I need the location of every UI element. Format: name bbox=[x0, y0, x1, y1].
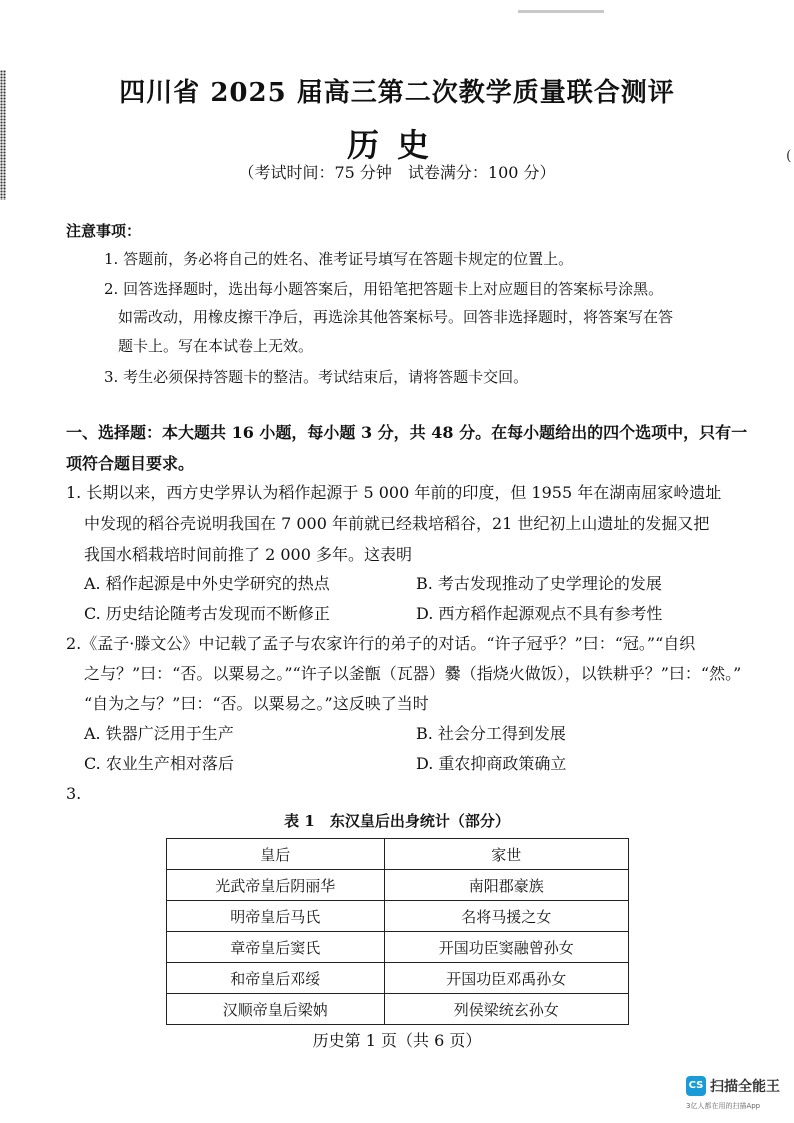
scan-top-mark bbox=[518, 10, 604, 13]
table-row bbox=[167, 901, 629, 932]
table-row bbox=[167, 932, 629, 963]
question-1-line-2: 中发现的稻谷壳说明我国在 7 000 年前就已经栽培稻谷，21 世纪初上山遗址的发掘又把 bbox=[84, 514, 710, 533]
question-1-option-c: C. 历史结论随考古发现而不断修正 bbox=[84, 604, 330, 623]
table-header-empress: 皇后 bbox=[167, 839, 385, 870]
subject-title: 历史 bbox=[346, 126, 447, 164]
table-row bbox=[167, 963, 629, 994]
question-1-option-a: A. 稻作起源是中外史学研究的热点 bbox=[84, 574, 330, 593]
table-header-row bbox=[167, 839, 629, 870]
notice-title: 注意事项： bbox=[66, 222, 142, 240]
question-2-line-3: “自为之与？”曰：“否。以粟易之。”这反映了当时 bbox=[84, 694, 429, 713]
table-cell-empress: 章帝皇后窦氏 bbox=[167, 932, 385, 963]
question-2-option-a: A. 铁器广泛用于生产 bbox=[84, 724, 234, 743]
question-2-option-c: C. 农业生产相对落后 bbox=[84, 754, 234, 773]
notice-item-2-end: 题卡上。写在本试卷上无效。 bbox=[118, 337, 314, 355]
notice-item-2: 2. 回答选择题时，选出每小题答案后，用铅笔把答题卡上对应题目的答案标号涂黑。 bbox=[104, 280, 664, 298]
notice-item-2-cont: 如需改动，用橡皮擦干净后，再选涂其他答案标号。回答非选择题时，将答案写在答 bbox=[118, 308, 674, 326]
table-cell-empress: 汉顺帝皇后梁妠 bbox=[167, 994, 385, 1025]
camscanner-logo-icon: CS bbox=[686, 1076, 706, 1096]
section-heading-cont: 项符合题目要求。 bbox=[66, 454, 195, 473]
question-2-option-b: B. 社会分工得到发展 bbox=[416, 724, 566, 743]
question-2-line-1: 2.《孟子·滕文公》中记载了孟子与农家许行的弟子的对话。“许子冠乎？”曰：“冠。”“自织 bbox=[66, 634, 696, 653]
page-footer: 历史第 1 页（共 6 页） bbox=[312, 1031, 482, 1050]
table-row bbox=[167, 870, 629, 901]
table-cell-family: 开国功臣邓禹孙女 bbox=[384, 963, 628, 994]
section-heading: 一、选择题：本大题共 16 小题，每小题 3 分，共 48 分。在每小题给出的四个选项中，只有一 bbox=[66, 423, 748, 442]
camscanner-name: 扫描全能王 bbox=[710, 1079, 780, 1095]
notice-item-1: 1. 答题前，务必将自己的姓名、准考证号填写在答题卡规定的位置上。 bbox=[104, 250, 574, 268]
empress-table bbox=[166, 838, 629, 1025]
table-row bbox=[167, 994, 629, 1025]
table-cell-empress: 和帝皇后邓绥 bbox=[167, 963, 385, 994]
table-cell-empress: 明帝皇后马氏 bbox=[167, 901, 385, 932]
table-cell-family: 南阳郡豪族 bbox=[384, 870, 628, 901]
question-1-line-3: 我国水稻栽培时间前推了 2 000 多年。这表明 bbox=[84, 545, 412, 564]
question-1-line-1: 1. 长期以来，西方史学界认为稻作起源于 5 000 年前的印度，但 1955 年在湖南屈家岭遗址 bbox=[66, 483, 722, 502]
table-cell-family: 开国功臣窦融曾孙女 bbox=[384, 932, 628, 963]
scan-right-mark: ( bbox=[786, 148, 792, 164]
table-cell-empress: 光武帝皇后阴丽华 bbox=[167, 870, 385, 901]
question-3-number: 3. bbox=[66, 784, 82, 803]
question-1-option-d: D. 西方稻作起源观点不具有参考性 bbox=[416, 604, 663, 623]
notice-item-3: 3. 考生必须保持答题卡的整洁。考试结束后，请将答题卡交回。 bbox=[104, 368, 529, 386]
camscanner-tagline: 3亿人都在用的扫描App bbox=[686, 1102, 761, 1110]
table-caption: 表 1 东汉皇后出身统计（部分） bbox=[284, 812, 510, 830]
table-header-family: 家世 bbox=[384, 839, 628, 870]
question-2-line-2: 之与？”曰：“否。以粟易之。”“许子以釜甑（瓦器）爨（指烧火做饭），以铁耕乎？”曰：“然。” bbox=[84, 664, 742, 683]
table-cell-family: 列侯梁统玄孙女 bbox=[384, 994, 628, 1025]
table-cell-family: 名将马援之女 bbox=[384, 901, 628, 932]
question-2-option-d: D. 重农抑商政策确立 bbox=[416, 754, 567, 773]
question-1-option-b: B. 考古发现推动了史学理论的发展 bbox=[416, 574, 662, 593]
exam-info: （考试时间：75 分钟 试卷满分：100 分） bbox=[238, 163, 556, 182]
exam-title: 四川省 2025 届高三第二次教学质量联合测评 bbox=[119, 78, 675, 108]
